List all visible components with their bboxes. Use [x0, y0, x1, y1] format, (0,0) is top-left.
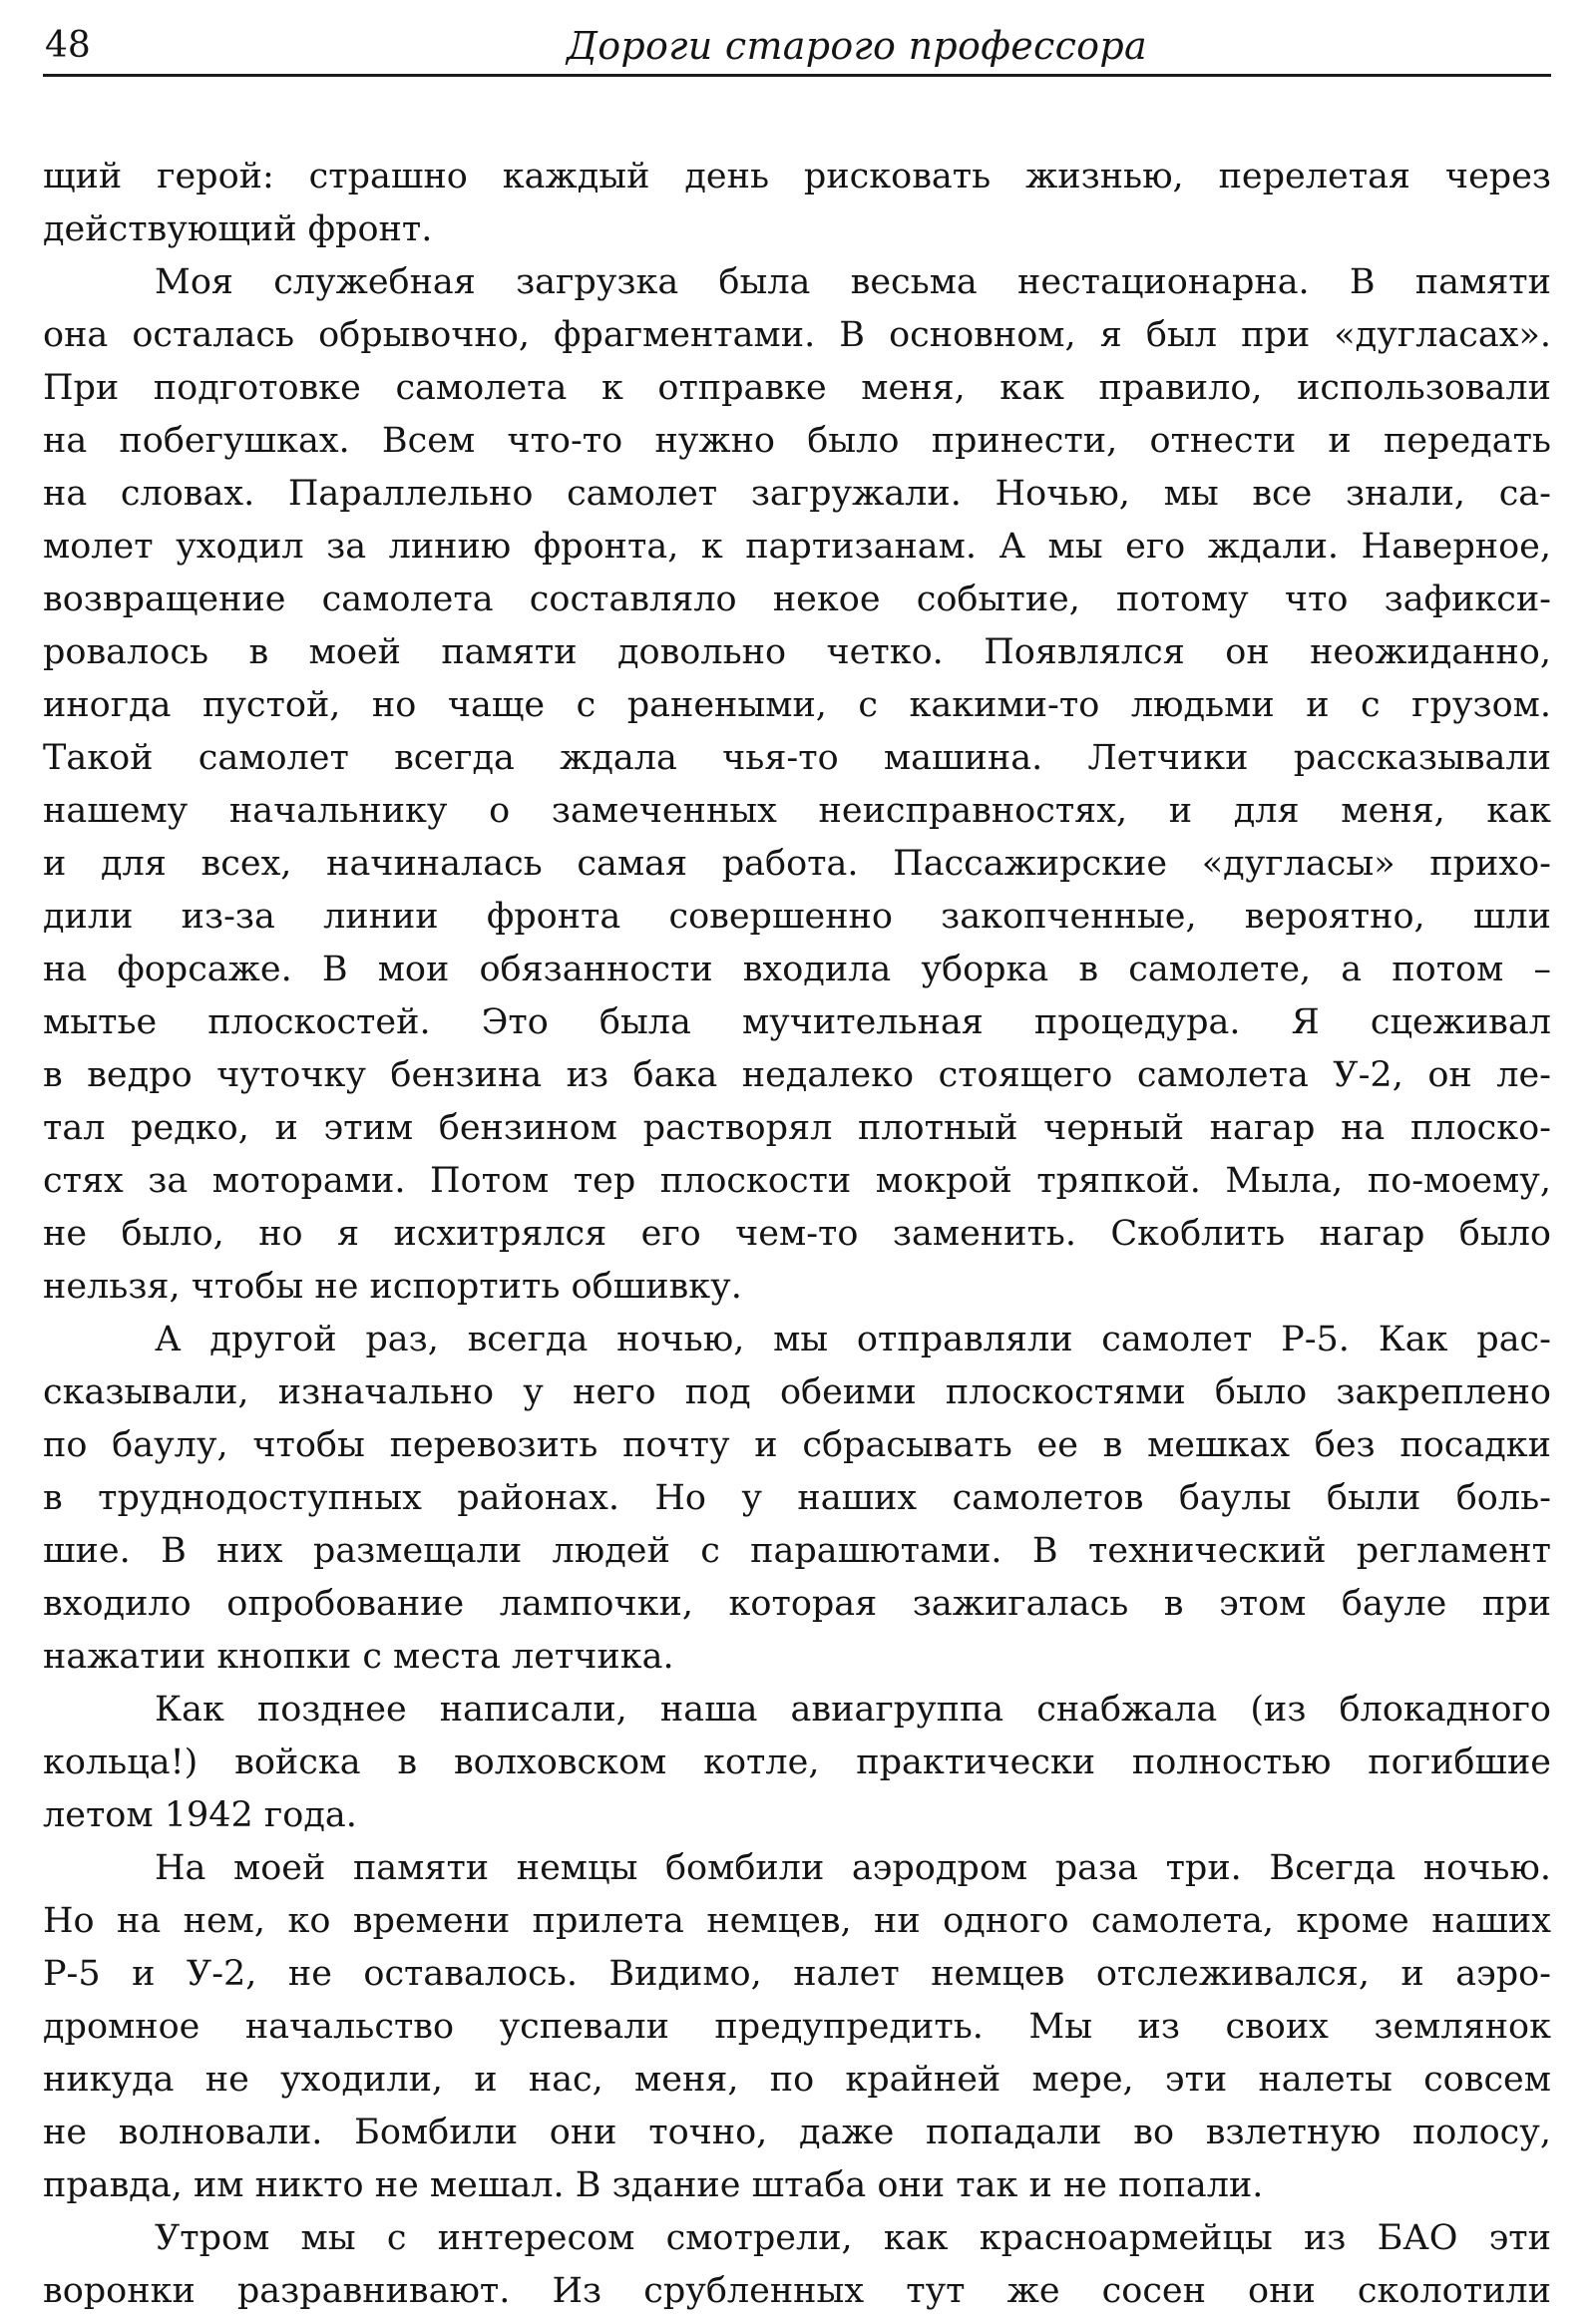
text-line: в труднодоступных районах. Но у наших самолетов баулы были боль- — [43, 1478, 1551, 1518]
text-line: Такой самолет всегда ждала чья-то машина. Летчики рассказывали — [43, 738, 1551, 778]
text-line: она осталась обрывочно, фрагментами. В основном, я был при «дугласах». — [43, 315, 1551, 355]
text-line: на форсаже. В мои обязанности входила уборка в самолете, а потом – — [43, 950, 1551, 989]
text-line: воронки разравнивают. Из срубленных тут же сосен они сколотили — [43, 2271, 1551, 2311]
text-line: Как позднее написали, наша авиагруппа снабжала (из блокадного — [155, 1690, 1551, 1730]
text-line: Утром мы с интересом смотрели, как красноармейцы из БАО эти — [155, 2218, 1551, 2258]
paragraph — [43, 1842, 1551, 2212]
text-line: дили из-за линии фронта совершенно закопченные, вероятно, шли — [43, 897, 1551, 937]
text-line: кольца!) войска в волховском котле, практически полностью погибшие — [43, 1742, 1551, 1782]
text-line: и для всех, начиналась самая работа. Пассажирские «дугласы» прихо- — [43, 844, 1551, 884]
text-line: молет уходил за линию фронта, к партизанам. А мы его ждали. Наверное, — [43, 527, 1551, 567]
paragraph — [43, 151, 1551, 256]
text-line: на словах. Параллельно самолет загружали. Ночью, мы все знали, са- — [43, 474, 1551, 514]
text-line: не волновали. Бомбили они точно, даже попадали во взлетную полосу, — [43, 2113, 1551, 2152]
text-line: шие. В них размещали людей с парашютами. В технический регламент — [43, 1531, 1551, 1571]
text-line: Но на нем, ко времени прилета немцев, ни одного самолета, кроме наших — [43, 1901, 1551, 1941]
paragraph — [43, 2212, 1551, 2318]
text-line: правда, им никто не мешал. В здание штаба они так и не попали. — [43, 2165, 1264, 2205]
text-line: Р-5 и У-2, не оставалось. Видимо, налет немцев отслеживался, и аэро- — [43, 1954, 1551, 1994]
text-line: А другой раз, всегда ночью, мы отправляли самолет Р-5. Как рас- — [155, 1320, 1551, 1359]
text-line: нажатии кнопки с места летчика. — [43, 1637, 674, 1677]
text-line: иногда пустой, но чаще с ранеными, с какими-то людьми и с грузом. — [43, 685, 1551, 725]
running-head — [43, 18, 1551, 77]
text-line: нашему начальнику о замеченных неисправностях, и для меня, как — [43, 791, 1551, 831]
text-line: в ведро чуточку бензина из бака недалеко стоящего самолета У-2, он ле- — [43, 1055, 1551, 1095]
text-line: ровалось в моей памяти довольно четко. Появлялся он неожиданно, — [43, 632, 1551, 672]
book-page — [43, 18, 1551, 2318]
text-line: по баулу, чтобы перевозить почту и сбрасывать ее в мешках без посадки — [43, 1425, 1551, 1465]
text-line: сказывали, изначально у него под обеими плоскостями было закреплено — [43, 1372, 1551, 1412]
text-line: дромное начальство успевали предупредить. Мы из своих землянок — [43, 2007, 1551, 2047]
page-number: 48 — [45, 25, 91, 66]
paragraph — [43, 1314, 1551, 1684]
text-line: летом 1942 года. — [43, 1795, 357, 1835]
text-line: При подготовке самолета к отправке меня, как правило, использовали — [43, 368, 1551, 408]
book-title: Дороги старого профессора — [567, 24, 1147, 68]
paragraph — [43, 256, 1551, 1314]
text-line: не было, но я исхитрялся его чем-то заменить. Скоблить нагар было — [43, 1214, 1551, 1254]
text-line: На моей памяти немцы бомбили аэродром раза три. Всегда ночью. — [155, 1848, 1551, 1888]
text-line: Моя служебная загрузка была весьма нестационарна. В памяти — [155, 262, 1551, 302]
text-line: на побегушках. Всем что-то нужно было принести, отнести и передать — [43, 421, 1551, 461]
text-line: действующий фронт. — [43, 209, 433, 249]
text-line: нельзя, чтобы не испортить обшивку. — [43, 1267, 742, 1307]
text-line: стях за моторами. Потом тер плоскости мокрой тряпкой. Мыла, по-моему, — [43, 1161, 1551, 1201]
text-line: возвращение самолета составляло некое событие, потому что зафикси- — [43, 580, 1551, 619]
paragraph — [43, 1684, 1551, 1842]
text-line: мытье плоскостей. Это была мучительная процедура. Я сцеживал — [43, 1002, 1551, 1042]
text-line: никуда не уходили, и нас, меня, по крайней мере, эти налеты совсем — [43, 2060, 1551, 2100]
text-line: щий герой: страшно каждый день рисковать жизнью, перелетая через — [43, 157, 1551, 196]
text-line: тал редко, и этим бензином растворял плотный черный нагар на плоско- — [43, 1108, 1551, 1148]
text-line: входило опробование лампочки, которая зажигалась в этом бауле при — [43, 1584, 1551, 1624]
body-text — [43, 151, 1551, 2318]
